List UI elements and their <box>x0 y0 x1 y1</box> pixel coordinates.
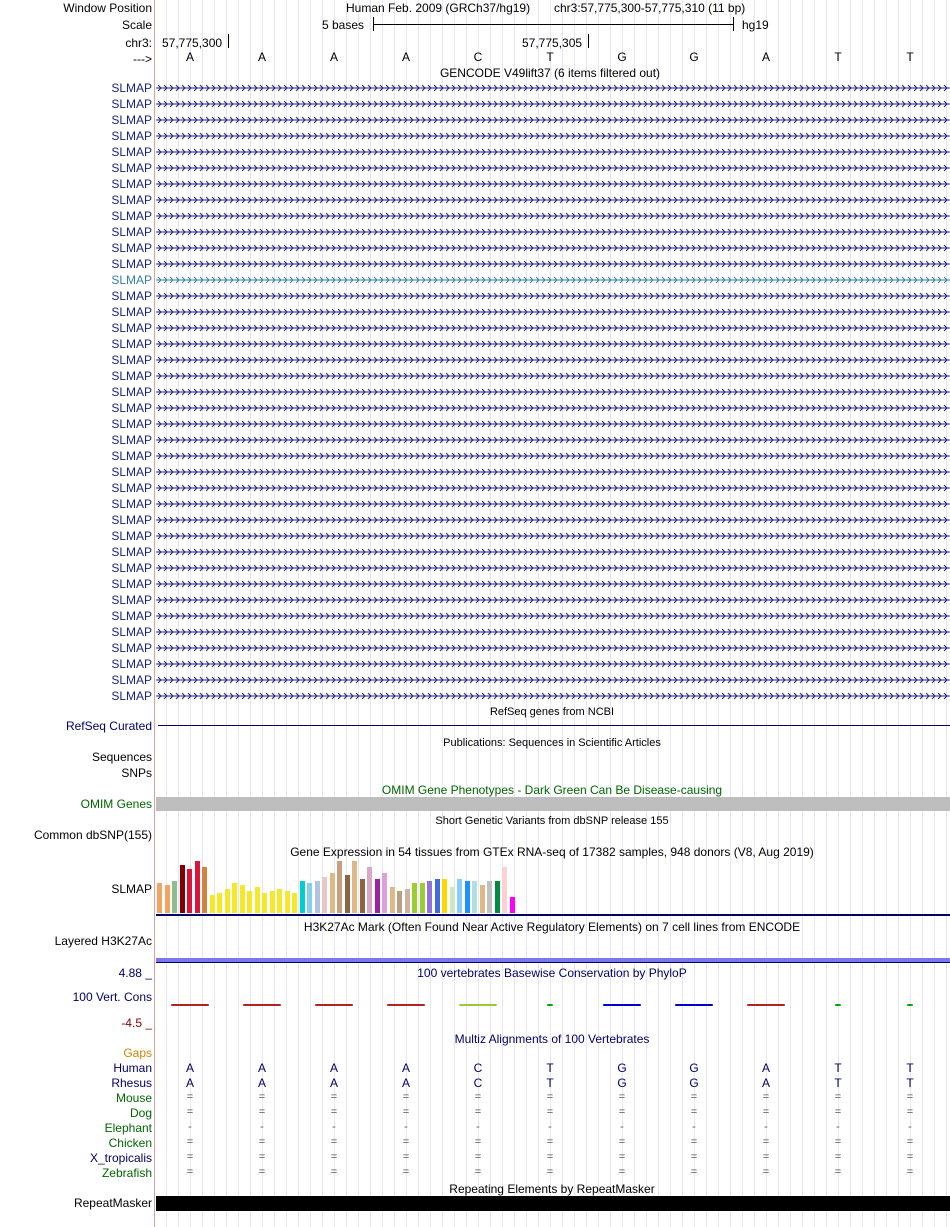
multiz-alignment-base: = <box>834 1106 842 1118</box>
multiz-alignment-base: = <box>186 1166 194 1178</box>
phylop-score-mark[interactable] <box>747 1004 785 1006</box>
chr-label: chr3: <box>125 36 152 50</box>
gtex-track-title: Gene Expression in 54 tissues from GTEx RNA-seq of 17382 samples, 948 donors (V8, Aug 2019) <box>290 845 814 859</box>
multiz-alignment-base: - <box>188 1121 192 1133</box>
gtex-tissue-bar[interactable] <box>442 879 447 913</box>
gencode-transcript-feature[interactable] <box>156 611 950 621</box>
gencode-item-label[interactable]: SLMAP <box>111 401 152 415</box>
base-letter: G <box>689 50 699 64</box>
gtex-tissue-bar[interactable] <box>240 885 245 913</box>
window-position-label: Window Position <box>63 1 152 15</box>
base-letter: A <box>257 50 267 64</box>
gencode-item-label[interactable]: SLMAP <box>111 465 152 479</box>
gencode-item-label[interactable]: SLMAP <box>111 145 152 159</box>
gencode-transcript-feature[interactable] <box>156 515 950 525</box>
gtex-tissue-bar[interactable] <box>472 881 477 913</box>
multiz-alignment-base: T <box>546 1076 554 1090</box>
multiz-alignment-base: = <box>258 1106 266 1118</box>
multiz-alignment-base: G <box>689 1076 699 1090</box>
gencode-item-label[interactable]: SLMAP <box>111 81 152 95</box>
multiz-gaps-label[interactable]: Gaps <box>123 1046 152 1060</box>
gencode-transcript-feature[interactable] <box>156 259 950 269</box>
refseq-track-title: RefSeq genes from NCBI <box>489 706 615 718</box>
multiz-alignment-base: G <box>689 1061 699 1075</box>
multiz-alignment-base: = <box>762 1091 770 1103</box>
gtex-tissue-bar[interactable] <box>330 873 335 913</box>
gencode-transcript-feature[interactable] <box>156 291 950 301</box>
gencode-transcript-feature[interactable] <box>156 483 950 493</box>
multiz-alignment-base: = <box>546 1106 554 1118</box>
gencode-item-label[interactable]: SLMAP <box>111 561 152 575</box>
multiz-alignment-base: - <box>836 1121 840 1133</box>
multiz-species-label[interactable]: Elephant <box>104 1121 152 1135</box>
gencode-transcript-feature[interactable] <box>156 499 950 509</box>
publications-sequences-label[interactable]: Sequences <box>91 750 152 764</box>
gtex-tissue-bar[interactable] <box>337 861 342 913</box>
multiz-alignment-base: - <box>692 1121 696 1133</box>
gencode-transcript-feature[interactable] <box>156 227 950 237</box>
gencode-item-label[interactable]: SLMAP <box>111 433 152 447</box>
gencode-transcript-feature[interactable] <box>156 627 950 637</box>
multiz-alignment-base: = <box>618 1136 626 1148</box>
gencode-transcript-feature[interactable] <box>156 115 950 125</box>
scale-db-text: hg19 <box>742 18 769 32</box>
multiz-alignment-base: = <box>546 1166 554 1178</box>
gencode-item-label[interactable]: SLMAP <box>111 481 152 495</box>
multiz-alignment-base: = <box>906 1151 914 1163</box>
dbsnp-track-title: Short Genetic Variants from dbSNP release 155 <box>435 815 669 827</box>
multiz-alignment-base: = <box>690 1106 698 1118</box>
multiz-alignment-base: G <box>617 1076 627 1090</box>
gencode-transcript-feature[interactable] <box>156 563 950 573</box>
gencode-item-label[interactable]: SLMAP <box>111 449 152 463</box>
phylop-track-title: 100 vertebrates Basewise Conservation by PhyloP <box>417 966 687 980</box>
phylop-score-mark[interactable] <box>603 1004 641 1006</box>
base-letter: C <box>473 50 483 64</box>
gencode-item-label[interactable]: SLMAP <box>111 337 152 351</box>
gencode-item-label[interactable]: SLMAP <box>111 193 152 207</box>
omim-feature-bar[interactable] <box>156 797 950 811</box>
multiz-alignment-base: = <box>618 1091 626 1103</box>
multiz-alignment-base: = <box>762 1136 770 1148</box>
gtex-tissue-bar[interactable] <box>450 887 455 913</box>
gtex-tissue-bar[interactable] <box>375 879 380 913</box>
gencode-transcript-feature[interactable] <box>156 467 950 477</box>
gtex-tissue-bar[interactable] <box>360 879 365 913</box>
base-letter: A <box>401 50 411 64</box>
coord-mid-tick <box>588 34 589 48</box>
multiz-alignment-base: = <box>546 1151 554 1163</box>
repeatmasker-track-label[interactable]: RepeatMasker <box>73 1196 152 1210</box>
gtex-tissue-bar[interactable] <box>202 867 207 913</box>
gtex-tissue-bar[interactable] <box>315 881 320 913</box>
gtex-tissue-bar[interactable] <box>367 867 372 913</box>
base-letter: T <box>546 50 554 64</box>
gencode-transcript-feature[interactable] <box>156 147 950 157</box>
gencode-item-label[interactable]: SLMAP <box>111 513 152 527</box>
gtex-tissue-bar[interactable] <box>165 885 170 913</box>
gencode-transcript-feature[interactable] <box>156 131 950 141</box>
phylop-score-mark[interactable] <box>315 1004 353 1006</box>
gtex-baseline <box>156 914 950 916</box>
gencode-transcript-feature[interactable] <box>156 403 950 413</box>
multiz-alignment-base: = <box>618 1106 626 1118</box>
phylop-score-mark[interactable] <box>547 1004 553 1006</box>
gencode-item-label[interactable]: SLMAP <box>111 385 152 399</box>
gencode-transcript-feature[interactable] <box>156 387 950 397</box>
multiz-alignment-base: T <box>834 1061 842 1075</box>
gencode-item-label[interactable]: SLMAP <box>111 289 152 303</box>
multiz-alignment-base: = <box>546 1091 554 1103</box>
phylop-score-mark[interactable] <box>459 1004 497 1006</box>
coord-left-tick <box>228 34 229 48</box>
multiz-alignment-base: = <box>186 1136 194 1148</box>
multiz-alignment-base: A <box>185 1061 195 1075</box>
gencode-item-label[interactable]: SLMAP <box>111 113 152 127</box>
gencode-item-label[interactable]: SLMAP <box>111 545 152 559</box>
gencode-item-label[interactable]: SLMAP <box>111 161 152 175</box>
gencode-item-label[interactable]: SLMAP <box>111 353 152 367</box>
gtex-tissue-bar[interactable] <box>465 881 470 913</box>
gtex-tissue-bar[interactable] <box>180 865 185 913</box>
phylop-score-mark[interactable] <box>835 1004 841 1006</box>
multiz-alignment-base: = <box>762 1106 770 1118</box>
gencode-transcript-feature[interactable] <box>156 355 950 365</box>
multiz-alignment-base: = <box>618 1166 626 1178</box>
multiz-alignment-base: = <box>906 1136 914 1148</box>
gtex-tissue-bar[interactable] <box>285 891 290 913</box>
multiz-alignment-base: = <box>186 1151 194 1163</box>
gencode-transcript-feature[interactable] <box>156 195 950 205</box>
scale-bar <box>373 24 733 25</box>
multiz-alignment-base: = <box>330 1166 338 1178</box>
multiz-alignment-base: T <box>834 1076 842 1090</box>
multiz-alignment-base: = <box>330 1136 338 1148</box>
label-divider <box>154 0 155 1227</box>
multiz-alignment-base: = <box>546 1136 554 1148</box>
gencode-item-label[interactable]: SLMAP <box>111 273 152 287</box>
multiz-species-label[interactable]: Zebrafish <box>101 1166 152 1180</box>
multiz-alignment-base: - <box>404 1121 408 1133</box>
multiz-alignment-base: = <box>834 1151 842 1163</box>
gencode-item-label[interactable]: SLMAP <box>111 641 152 655</box>
h3k27ac-track-label[interactable]: Layered H3K27Ac <box>54 934 152 948</box>
multiz-alignment-base: - <box>908 1121 912 1133</box>
multiz-alignment-base: A <box>401 1061 411 1075</box>
multiz-alignment-base: = <box>474 1151 482 1163</box>
multiz-alignment-base: - <box>260 1121 264 1133</box>
multiz-alignment-base: - <box>476 1121 480 1133</box>
gtex-tissue-bar[interactable] <box>270 891 275 913</box>
multiz-alignment-base: = <box>762 1166 770 1178</box>
multiz-alignment-base: = <box>258 1091 266 1103</box>
phylop-score-mark[interactable] <box>907 1004 913 1006</box>
gencode-transcript-feature[interactable] <box>156 659 950 669</box>
gencode-transcript-feature[interactable] <box>156 163 950 173</box>
gencode-transcript-feature[interactable] <box>156 275 950 285</box>
gencode-transcript-feature[interactable] <box>156 595 950 605</box>
gtex-tissue-bar[interactable] <box>255 887 260 913</box>
multiz-alignment-base: = <box>618 1151 626 1163</box>
multiz-alignment-base: A <box>185 1076 195 1090</box>
gtex-tissue-bar[interactable] <box>382 873 387 913</box>
gencode-transcript-feature[interactable] <box>156 371 950 381</box>
gencode-transcript-feature[interactable] <box>156 211 950 221</box>
phylop-score-mark[interactable] <box>243 1004 281 1006</box>
multiz-alignment-base: = <box>258 1136 266 1148</box>
gencode-item-label[interactable]: SLMAP <box>111 257 152 271</box>
gtex-tissue-bar[interactable] <box>292 893 297 913</box>
gtex-tissue-bar[interactable] <box>420 883 425 913</box>
gencode-item-label[interactable]: SLMAP <box>111 417 152 431</box>
multiz-alignment-base: = <box>258 1166 266 1178</box>
gtex-tissue-bar[interactable] <box>157 883 162 913</box>
gtex-tissue-bar[interactable] <box>307 883 312 913</box>
gencode-item-label[interactable]: SLMAP <box>111 593 152 607</box>
multiz-alignment-base: = <box>402 1106 410 1118</box>
phylop-score-mark[interactable] <box>387 1004 425 1006</box>
gtex-tissue-bar[interactable] <box>495 881 500 913</box>
gtex-tissue-bar[interactable] <box>300 881 305 913</box>
gencode-item-label[interactable]: SLMAP <box>111 673 152 687</box>
multiz-alignment-base: A <box>329 1076 339 1090</box>
gencode-item-label[interactable]: SLMAP <box>111 609 152 623</box>
multiz-alignment-base: = <box>330 1106 338 1118</box>
gtex-tissue-bar[interactable] <box>345 875 350 913</box>
base-letter: T <box>906 50 914 64</box>
refseq-track-label[interactable]: RefSeq Curated <box>65 719 152 733</box>
multiz-alignment-base: = <box>690 1091 698 1103</box>
gencode-item-label[interactable]: SLMAP <box>111 689 152 703</box>
gtex-tissue-bar[interactable] <box>277 889 282 913</box>
multiz-alignment-base: = <box>690 1151 698 1163</box>
coord-left-text: 57,775,300 <box>162 36 223 50</box>
gencode-item-label[interactable]: SLMAP <box>111 321 152 335</box>
multiz-alignment-base: - <box>548 1121 552 1133</box>
multiz-alignment-base: = <box>402 1151 410 1163</box>
gencode-transcript-feature[interactable] <box>156 579 950 589</box>
position-text: chr3:57,775,300-57,775,310 (11 bp) <box>554 1 746 15</box>
multiz-alignment-base: - <box>332 1121 336 1133</box>
base-letter: A <box>761 50 771 64</box>
multiz-alignment-base: G <box>617 1061 627 1075</box>
gtex-tissue-bar[interactable] <box>457 879 462 913</box>
refseq-feature-line[interactable] <box>158 725 950 726</box>
gtex-tissue-bar[interactable] <box>210 895 215 913</box>
omim-track-title: OMIM Gene Phenotypes - Dark Green Can Be Disease-causing <box>381 783 723 797</box>
multiz-alignment-base: = <box>330 1151 338 1163</box>
gtex-tissue-bar[interactable] <box>435 879 440 913</box>
gencode-item-label[interactable]: SLMAP <box>111 97 152 111</box>
gencode-transcript-feature[interactable] <box>156 419 950 429</box>
multiz-alignment-base: C <box>473 1076 483 1090</box>
gencode-item-label[interactable]: SLMAP <box>111 305 152 319</box>
gencode-transcript-feature[interactable] <box>156 547 950 557</box>
multiz-alignment-base: = <box>906 1091 914 1103</box>
multiz-alignment-base: = <box>402 1136 410 1148</box>
base-letter: A <box>329 50 339 64</box>
gencode-transcript-feature[interactable] <box>156 307 950 317</box>
multiz-alignment-base: - <box>764 1121 768 1133</box>
gtex-tissue-bar[interactable] <box>405 889 410 913</box>
gencode-item-label[interactable]: SLMAP <box>111 209 152 223</box>
gencode-transcript-feature[interactable] <box>156 99 950 109</box>
gencode-item-label[interactable]: SLMAP <box>111 369 152 383</box>
gtex-tissue-bar[interactable] <box>232 883 237 913</box>
scale-label: Scale <box>121 18 152 32</box>
multiz-alignment-base: = <box>834 1136 842 1148</box>
multiz-alignment-base: = <box>474 1166 482 1178</box>
multiz-alignment-base: T <box>906 1061 914 1075</box>
multiz-alignment-base: = <box>690 1166 698 1178</box>
multiz-alignment-base: = <box>762 1151 770 1163</box>
gtex-tissue-bar[interactable] <box>390 887 395 913</box>
gtex-tissue-bar[interactable] <box>502 867 507 913</box>
gencode-transcript-feature[interactable] <box>156 243 950 253</box>
h3k27ac-signal-baseline <box>156 962 950 963</box>
base-letter: A <box>185 50 195 64</box>
multiz-alignment-base: C <box>473 1061 483 1075</box>
multiz-species-label[interactable]: Chicken <box>108 1136 152 1150</box>
gencode-item-label[interactable]: SLMAP <box>111 225 152 239</box>
phylop-min-label[interactable]: -4.5 _ <box>121 1016 152 1030</box>
phylop-score-mark[interactable] <box>171 1004 209 1006</box>
multiz-species-label[interactable]: Mouse <box>115 1091 152 1105</box>
dbsnp-track-label[interactable]: Common dbSNP(155) <box>33 828 152 842</box>
gtex-tissue-bar[interactable] <box>412 883 417 913</box>
gtex-tissue-bar[interactable] <box>510 897 515 913</box>
gencode-transcript-feature[interactable] <box>156 451 950 461</box>
gtex-track-label[interactable]: SLMAP <box>111 882 152 896</box>
gtex-tissue-bar[interactable] <box>195 861 200 913</box>
repeatmasker-element-bar[interactable] <box>156 1196 950 1211</box>
strand-label: ---> <box>133 52 152 66</box>
gencode-transcript-feature[interactable] <box>156 179 950 189</box>
gencode-transcript-feature[interactable] <box>156 435 950 445</box>
multiz-species-label[interactable]: Human <box>113 1061 152 1075</box>
multiz-alignment-base: = <box>906 1166 914 1178</box>
multiz-alignment-base: = <box>258 1151 266 1163</box>
gencode-item-label[interactable]: SLMAP <box>111 529 152 543</box>
multiz-alignment-base: A <box>401 1076 411 1090</box>
multiz-alignment-base: T <box>906 1076 914 1090</box>
gtex-tissue-bar[interactable] <box>322 877 327 913</box>
gencode-item-label[interactable]: SLMAP <box>111 625 152 639</box>
multiz-alignment-base: = <box>474 1106 482 1118</box>
multiz-species-label[interactable]: X_tropicalis <box>89 1151 152 1165</box>
multiz-alignment-base: = <box>474 1136 482 1148</box>
base-letter: T <box>834 50 842 64</box>
gencode-transcript-feature[interactable] <box>156 691 950 701</box>
publications-track-title: Publications: Sequences in Scientific Articles <box>443 737 661 749</box>
gencode-transcript-feature[interactable] <box>156 531 950 541</box>
multiz-alignment-base: A <box>761 1076 771 1090</box>
multiz-alignment-base: = <box>474 1091 482 1103</box>
gencode-transcript-feature[interactable] <box>156 323 950 333</box>
omim-track-label[interactable]: OMIM Genes <box>80 797 152 811</box>
multiz-alignment-base: = <box>186 1106 194 1118</box>
phylop-track-label[interactable]: 100 Vert. Cons <box>72 990 152 1004</box>
scale-bar-tick-right <box>733 17 734 31</box>
gencode-item-label[interactable]: SLMAP <box>111 657 152 671</box>
gtex-tissue-bar[interactable] <box>262 893 267 913</box>
multiz-alignment-base: = <box>690 1136 698 1148</box>
gtex-tissue-bar[interactable] <box>172 881 177 913</box>
multiz-alignment-base: A <box>761 1061 771 1075</box>
gencode-item-label[interactable]: SLMAP <box>111 129 152 143</box>
phylop-max-label[interactable]: 4.88 _ <box>118 966 152 980</box>
phylop-score-mark[interactable] <box>675 1004 713 1006</box>
gencode-item-label[interactable]: SLMAP <box>111 241 152 255</box>
multiz-species-label[interactable]: Dog <box>129 1106 152 1120</box>
gtex-tissue-bar[interactable] <box>397 891 402 913</box>
gencode-transcript-feature[interactable] <box>156 83 950 93</box>
multiz-alignment-base: = <box>402 1091 410 1103</box>
multiz-alignment-base: = <box>906 1106 914 1118</box>
publications-snps-label[interactable]: SNPs <box>121 766 152 780</box>
scale-text: 5 bases <box>322 18 365 32</box>
multiz-alignment-base: = <box>402 1166 410 1178</box>
multiz-alignment-base: - <box>620 1121 624 1133</box>
multiz-alignment-base: A <box>257 1061 267 1075</box>
multiz-alignment-base: A <box>329 1061 339 1075</box>
multiz-alignment-base: = <box>834 1166 842 1178</box>
gtex-tissue-bar[interactable] <box>487 881 492 913</box>
track-label-column <box>0 0 154 1227</box>
multiz-track-title: Multiz Alignments of 100 Vertebrates <box>454 1032 650 1046</box>
gencode-item-label[interactable]: SLMAP <box>111 497 152 511</box>
gtex-tissue-bar[interactable] <box>225 889 230 913</box>
multiz-alignment-base: = <box>834 1091 842 1103</box>
multiz-alignment-base: = <box>186 1091 194 1103</box>
gencode-transcript-feature[interactable] <box>156 339 950 349</box>
gtex-tissue-bar[interactable] <box>352 861 357 913</box>
coord-mid-text: 57,775,305 <box>522 36 583 50</box>
multiz-species-label[interactable]: Rhesus <box>111 1076 152 1090</box>
multiz-alignment-base: A <box>257 1076 267 1090</box>
h3k27ac-track-title: H3K27Ac Mark (Often Found Near Active Regulatory Elements) on 7 cell lines from ENCODE <box>303 920 801 934</box>
gencode-item-label[interactable]: SLMAP <box>111 577 152 591</box>
scale-bar-tick-left <box>373 17 374 31</box>
repeatmasker-track-title: Repeating Elements by RepeatMasker <box>449 1182 655 1196</box>
assembly-text: Human Feb. 2009 (GRCh37/hg19) <box>346 1 531 15</box>
gtex-tissue-bar[interactable] <box>247 891 252 913</box>
gtex-tissue-bar[interactable] <box>187 869 192 913</box>
multiz-alignment-base: = <box>330 1091 338 1103</box>
gencode-item-label[interactable]: SLMAP <box>111 177 152 191</box>
gencode-transcript-feature[interactable] <box>156 643 950 653</box>
gencode-track-title: GENCODE V49lift37 (6 items filtered out) <box>439 66 661 80</box>
base-letter: G <box>617 50 627 64</box>
multiz-alignment-base: T <box>546 1061 554 1075</box>
gencode-transcript-feature[interactable] <box>156 675 950 685</box>
gtex-tissue-bar[interactable] <box>480 885 485 913</box>
gtex-tissue-bar[interactable] <box>427 881 432 913</box>
gtex-tissue-bar[interactable] <box>217 893 222 913</box>
